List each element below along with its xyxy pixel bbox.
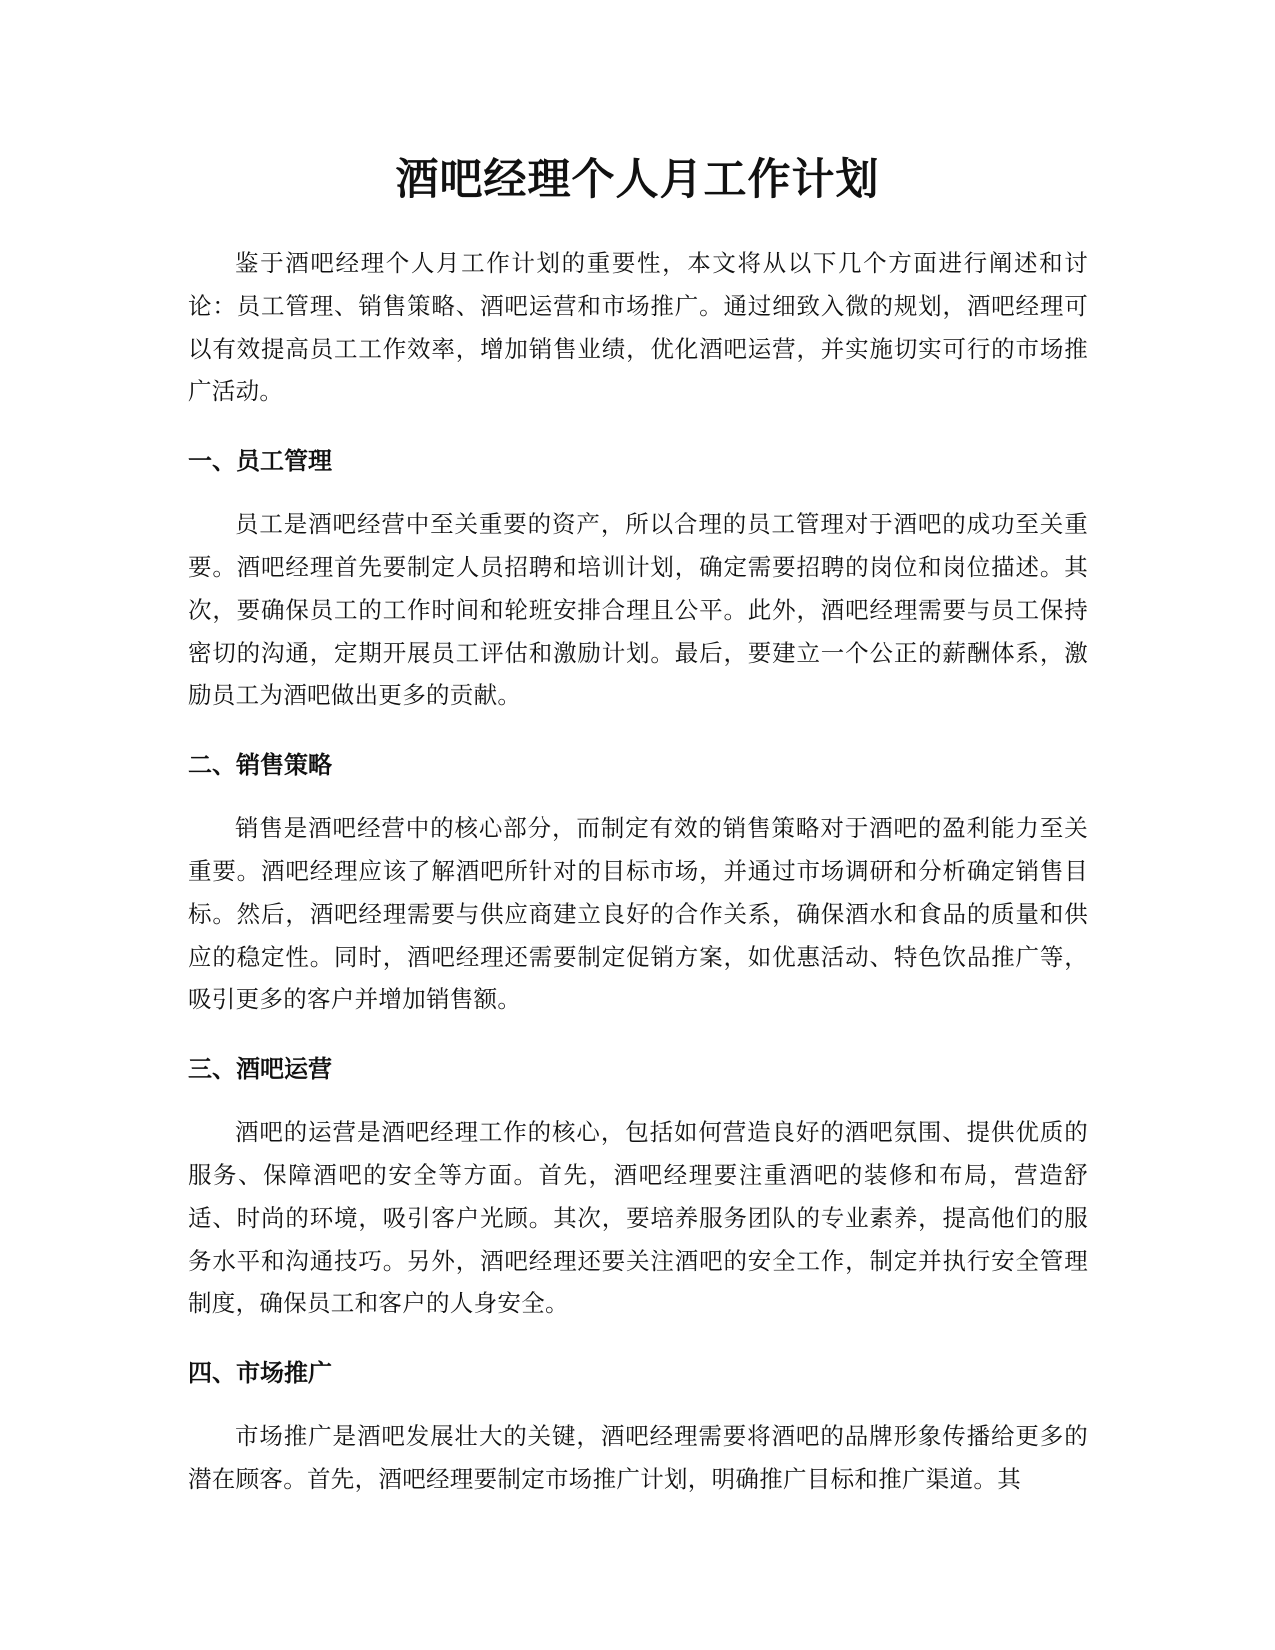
document-title: 酒吧经理个人月工作计划 [395,155,880,205]
intro-paragraph: 鉴于酒吧经理个人月工作计划的重要性，本文将从以下几个方面进行阐述和讨论：员工管理、销售策略、酒吧运营和市场推广。通过细致入微的规划，酒吧经理可以有效提高员工工作效率，增加销售业绩，优化酒吧运营，并实施切实可行的市场推广活动。 [188,249,1088,406]
section-body-sales-strategy: 销售是酒吧经营中的核心部分，而制定有效的销售策略对于酒吧的盈利能力至关重要。酒吧经理应该了解酒吧所针对的目标市场，并通过市场调研和分析确定销售目标。然后，酒吧经理需要与供应商建立良好的合作关系，确保酒水和食品的质量和供应的稳定性。同时，酒吧经理还需要制定促销方案，如优惠活动、特色饮品推广等，吸引更多的客户并增加销售额。 [188,814,1088,1014]
section-heading-bar-operations: 三、酒吧运营 [188,1055,332,1084]
section-heading-staff-management: 一、员工管理 [188,447,332,476]
document-body [188,242,1088,1501]
section-heading-marketing: 四、市场推广 [188,1359,332,1388]
section-body-bar-operations: 酒吧的运营是酒吧经理工作的核心，包括如何营造良好的酒吧氛围、提供优质的服务、保障酒吧的安全等方面。首先，酒吧经理要注重酒吧的装修和布局，营造舒适、时尚的环境，吸引客户光顾。其次，要培养服务团队的专业素养，提高他们的服务水平和沟通技巧。另外，酒吧经理还要关注酒吧的安全工作，制定并执行安全管理制度，确保员工和客户的人身安全。 [188,1118,1088,1318]
section-heading-sales-strategy: 二、销售策略 [188,751,332,780]
section-body-marketing: 市场推广是酒吧发展壮大的关键，酒吧经理需要将酒吧的品牌形象传播给更多的潜在顾客。首先，酒吧经理要制定市场推广计划，明确推广目标和推广渠道。其 [188,1422,1088,1493]
section-body-staff-management: 员工是酒吧经营中至关重要的资产，所以合理的员工管理对于酒吧的成功至关重要。酒吧经理首先要制定人员招聘和培训计划，确定需要招聘的岗位和岗位描述。其次，要确保员工的工作时间和轮班安排合理且公平。此外，酒吧经理需要与员工保持密切的沟通，定期开展员工评估和激励计划。最后，要建立一个公正的薪酬体系，激励员工为酒吧做出更多的贡献。 [188,510,1088,710]
